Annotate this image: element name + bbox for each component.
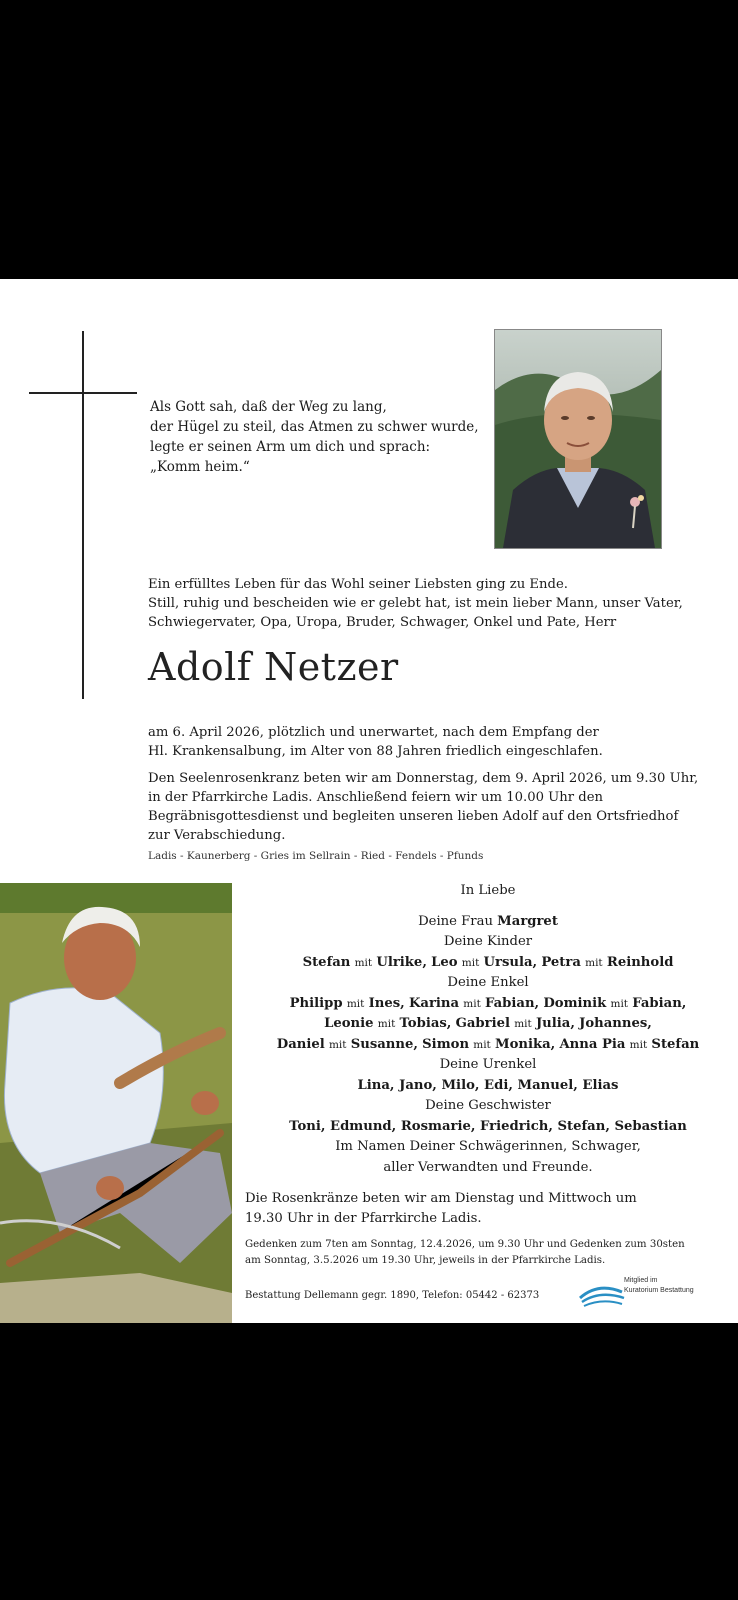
memorial-info <box>245 1237 725 1269</box>
grandchild-name: Johannes, <box>579 1016 652 1031</box>
child-name: Ulrike, <box>376 954 427 970</box>
grandchild-name: Tobias, <box>399 1016 452 1031</box>
children-label: Deine Kinder <box>443 934 533 949</box>
service-info <box>148 769 728 845</box>
service-line: zur Verabschiedung. <box>148 828 286 843</box>
wife-line <box>238 912 738 933</box>
family-list <box>238 881 738 1178</box>
connector: mit <box>354 956 373 969</box>
connector: mit <box>461 956 480 969</box>
grandchild-name: Daniel <box>276 1036 325 1052</box>
poem <box>150 397 490 477</box>
child-name: Reinhold <box>606 954 674 970</box>
poem-line: „Komm heim.“ <box>150 459 250 475</box>
logo-line: Kuratorium Bestattung <box>624 1287 694 1294</box>
great-grandchildren-label: Deine Urenkel <box>439 1057 537 1072</box>
grandchildren-line <box>238 994 738 1015</box>
kuratorium-logo <box>578 1277 694 1312</box>
death-notice <box>148 723 728 761</box>
child-name: Petra <box>541 954 581 970</box>
connector: mit <box>514 1018 532 1030</box>
deceased-name: Adolf Netzer <box>148 645 399 689</box>
places-list: Ladis - Kaunerberg - Gries im Sellrain - Ried - Fendels - Pfunds <box>148 850 484 862</box>
service-line: Begräbnisgottesdienst und begleiten unseren lieben Adolf auf den Ortsfriedhof <box>148 809 679 824</box>
grandchildren-line <box>238 1035 738 1056</box>
connector: mit <box>463 997 481 1010</box>
grandchild-name: Stefan <box>651 1036 700 1052</box>
grandchild-name: Fabian, <box>632 995 687 1011</box>
grandchild-name: Philipp <box>289 995 343 1011</box>
connector: mit <box>629 1038 648 1051</box>
rosary-line: Die Rosenkränze beten wir am Dienstag und Mittwoch um <box>245 1191 637 1206</box>
great-grandchildren-names: Lina, Jano, Milo, Edi, Manuel, Elias <box>357 1077 619 1093</box>
grandchild-name: Simon <box>422 1036 470 1052</box>
wife-label: Deine Frau <box>418 913 493 929</box>
obituary-card <box>0 279 738 1323</box>
grandchild-name: Karina <box>408 995 460 1011</box>
connector: mit <box>585 956 603 969</box>
grandchild-name: Monika, <box>494 1036 556 1052</box>
child-name: Leo <box>431 954 458 970</box>
child-name: Stefan <box>302 954 351 970</box>
poem-line: Als Gott sah, daß der Weg zu lang, <box>150 399 387 415</box>
cross-vertical-bar <box>82 331 84 699</box>
connector: mit <box>610 997 629 1010</box>
portrait-photo <box>494 329 662 549</box>
memorial-line: am Sonntag, 3.5.2026 um 19.30 Uhr, jeweils in der Pfarrkirche Ladis. <box>245 1255 606 1266</box>
intro-text <box>148 575 728 632</box>
connector: mit <box>377 1018 396 1030</box>
siblings-label: Deine Geschwister <box>425 1098 551 1113</box>
service-line: in der Pfarrkirche Ladis. Anschließend feiern wir um 10.00 Uhr den <box>148 790 604 805</box>
connector: mit <box>473 1038 491 1051</box>
rosary-info <box>245 1189 725 1229</box>
death-notice-line: am 6. April 2026, plötzlich und unerwartet, nach dem Empfang der <box>148 725 599 740</box>
closing-line: aller Verwandten und Freunde. <box>383 1159 593 1175</box>
grandchild-name: Ines, <box>368 995 405 1011</box>
connector: mit <box>346 997 365 1010</box>
poem-line: legte er seinen Arm um dich und sprach: <box>150 439 431 455</box>
rosary-line: 19.30 Uhr in der Pfarrkirche Ladis. <box>245 1211 482 1226</box>
memorial-line: Gedenken zum 7ten am Sonntag, 12.4.2026, um 9.30 Uhr und Gedenken zum 30sten <box>245 1239 685 1250</box>
service-line: Den Seelenrosenkranz beten wir am Donnerstag, dem 9. April 2026, um 9.30 Uhr, <box>148 771 699 786</box>
intro-line: Still, ruhig und bescheiden wie er gelebt hat, ist mein lieber Mann, unser Vater, <box>148 596 683 611</box>
intro-line: Schwiegervater, Opa, Uropa, Bruder, Schwager, Onkel und Pate, Herr <box>148 615 617 630</box>
closing-line: Im Namen Deiner Schwägerinnen, Schwager, <box>335 1139 641 1154</box>
cross-horizontal-bar <box>29 392 137 394</box>
intro-line: Ein erfülltes Leben für das Wohl seiner Liebsten ging zu Ende. <box>148 577 568 592</box>
field-photo <box>0 883 232 1323</box>
poem-line: der Hügel zu steil, das Atmen zu schwer wurde, <box>150 419 479 435</box>
grandchild-name: Julia, <box>535 1016 575 1031</box>
grandchild-name: Fabian, <box>485 995 540 1011</box>
grandchild-name: Dominik <box>543 995 607 1011</box>
grandchild-name: Anna Pia <box>559 1036 626 1052</box>
family-heading: In Liebe <box>460 883 516 898</box>
grandchildren-label: Deine Enkel <box>447 975 529 990</box>
grandchild-name: Leonie <box>324 1016 374 1031</box>
grandchild-name: Gabriel <box>455 1016 510 1031</box>
child-name: Ursula, <box>483 954 538 970</box>
connector: mit <box>328 1038 347 1051</box>
children-line <box>238 953 738 974</box>
wife-name: Margret <box>497 913 558 929</box>
grandchild-name: Susanne, <box>350 1036 418 1052</box>
death-notice-line: Hl. Krankensalbung, im Alter von 88 Jahren friedlich eingeschlafen. <box>148 744 603 759</box>
grandchildren-line <box>238 1014 738 1035</box>
logo-line: Mitglied im <box>624 1277 658 1284</box>
funeral-home: Bestattung Dellemann gegr. 1890, Telefon: 05442 - 62373 <box>245 1290 540 1301</box>
siblings-names: Toni, Edmund, Rosmarie, Friedrich, Stefan, Sebastian <box>289 1118 687 1134</box>
